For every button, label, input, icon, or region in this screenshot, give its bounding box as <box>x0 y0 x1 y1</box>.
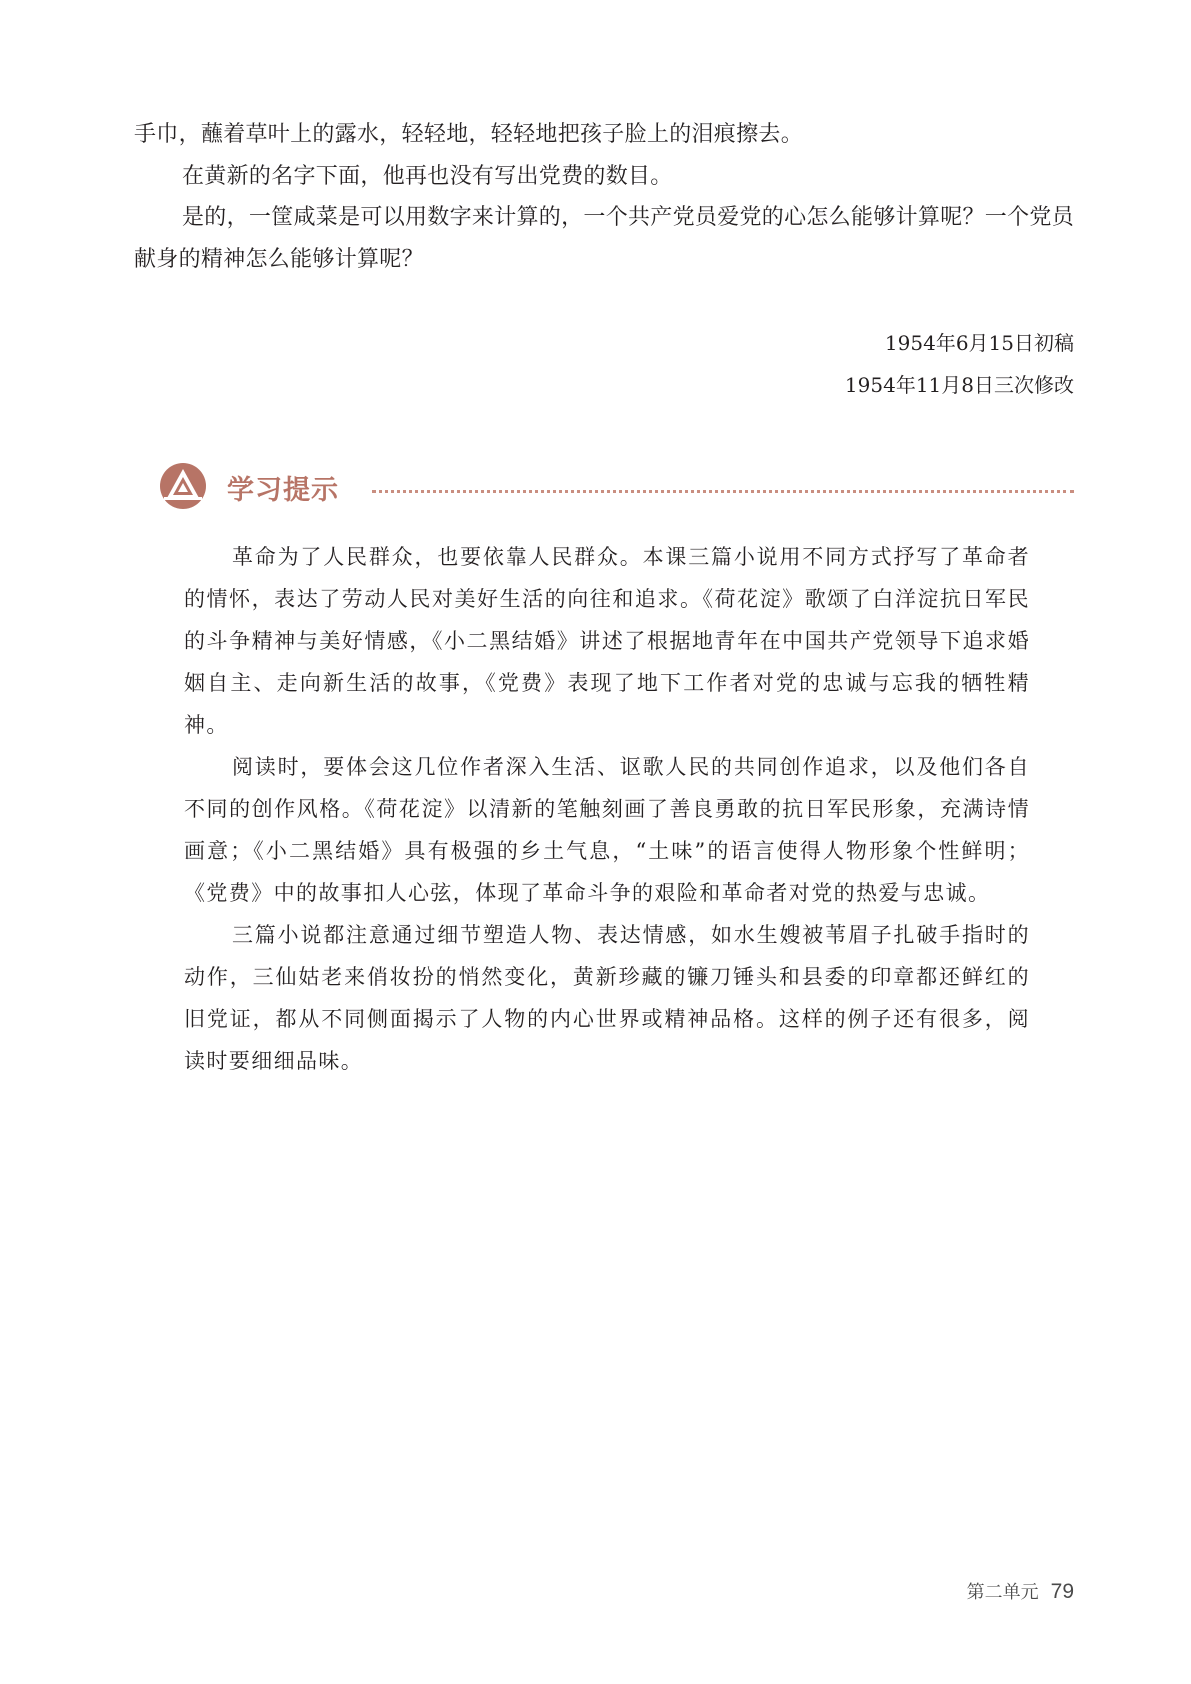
story-text <box>134 114 1074 280</box>
date-revision: 1954年11月8日三次修改 <box>844 373 1074 397</box>
study-tips-title: 学习提示 <box>227 475 339 506</box>
study-tips-header <box>158 462 1074 516</box>
study-tips-paragraph: 革命为了人民群众，也要依靠人民群众。本课三篇小说用不同方式抒写了革命者的情怀，表达了劳动人民对美好生活的向往和追求。《荷花淀》歌颂了白洋淀抗日军民的斗争精神与美好情感，《小二黑结婚》讲述了根据地青年在中国共产党领导下追求婚姻自主、走向新生活的故事，《党费》表现了地下工作者对党的忠诚与忘我的牺牲精神。 <box>184 545 1030 737</box>
study-tips-logo-icon <box>158 462 208 510</box>
study-tips-paragraph: 阅读时，要体会这几位作者深入生活、讴歌人民的共同创作追求，以及他们各自不同的创作风格。《荷花淀》以清新的笔触刻画了善良勇敢的抗日军民形象，充满诗情画意；《小二黑结婚》具有极强的乡土气息，“土味”的语言使得人物形象个性鲜明；《党费》中的故事扣人心弦，体现了革命斗争的艰险和革命者对党的热爱与忠诚。 <box>184 755 1030 905</box>
date-draft: 1954年6月15日初稿 <box>884 331 1074 355</box>
study-tips-body <box>184 536 1030 1082</box>
unit-label: 第二单元 <box>966 1582 1039 1603</box>
page-footer <box>967 1578 1074 1608</box>
story-paragraph: 在黄新的名字下面，他再也没有写出党费的数目。 <box>182 163 673 189</box>
dotted-divider <box>372 490 1074 493</box>
dateline <box>845 322 1074 406</box>
page-number: 79 <box>1050 1580 1074 1603</box>
study-tips-paragraph: 三篇小说都注意通过细节塑造人物、表达情感，如水生嫂被苇眉子扎破手指时的动作，三仙姑老来俏妆扮的悄然变化，黄新珍藏的镰刀锤头和县委的印章都还鲜红的旧党证，都从不同侧面揭示了人物的内心世界或精神品格。这样的例子还有很多，阅读时要细细品味。 <box>184 923 1030 1073</box>
story-paragraph: 手巾，蘸着草叶上的露水，轻轻地，轻轻地把孩子脸上的泪痕擦去。 <box>134 122 804 147</box>
story-paragraph: 是的，一筐咸菜是可以用数字来计算的，一个共产党员爱党的心怎么能够计算呢？一个党员献身的精神怎么能够计算呢？ <box>134 205 1075 272</box>
